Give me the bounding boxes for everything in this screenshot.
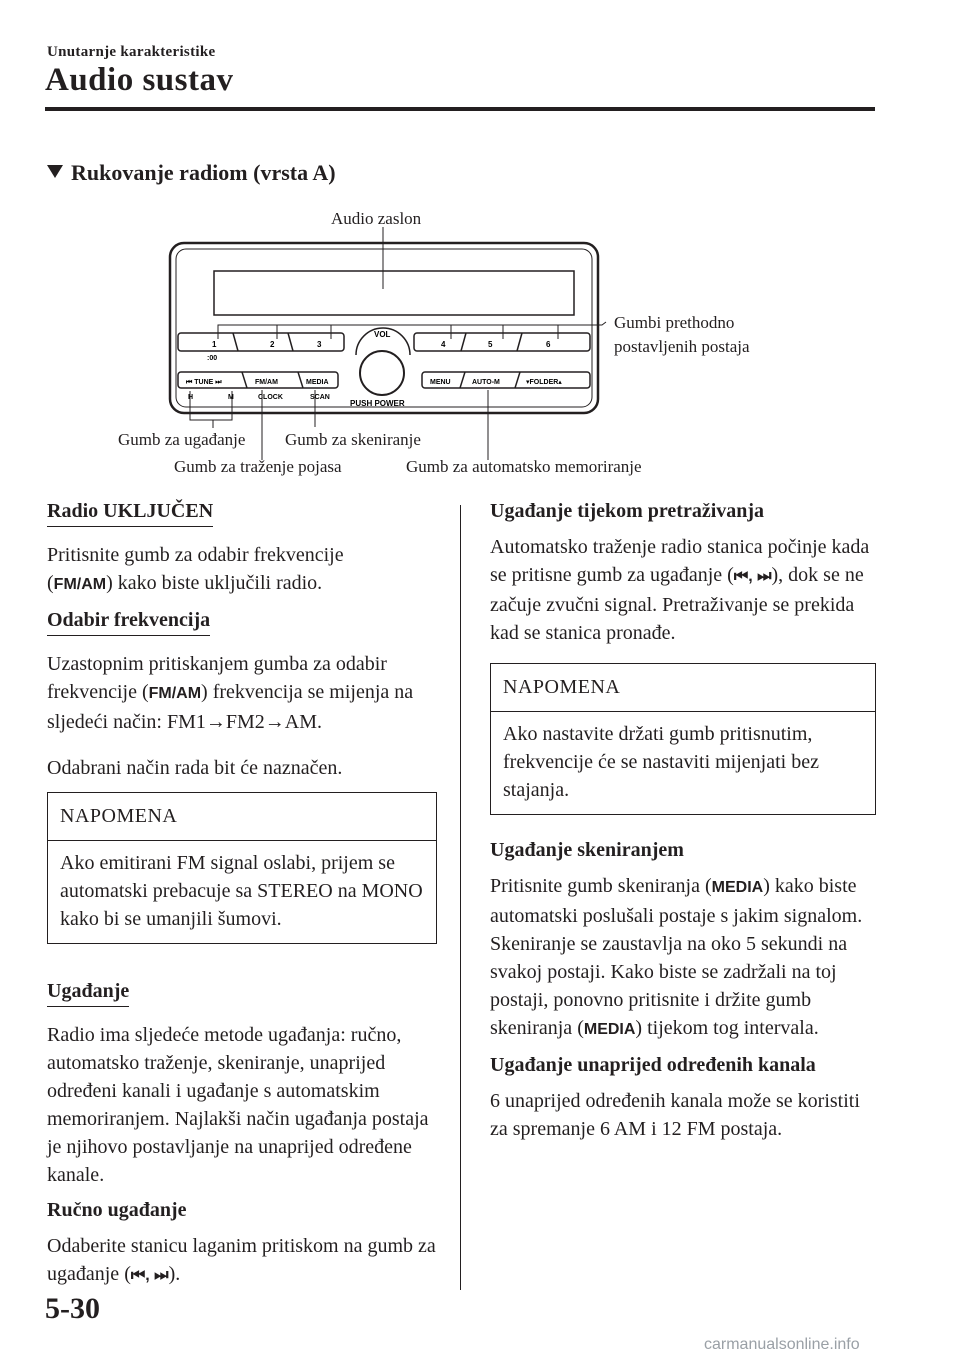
push-power-label: PUSH POWER — [350, 399, 405, 408]
watermark: carmanualsonline.info — [704, 1336, 860, 1353]
label-band-button: Gumb za traženje pojasa — [174, 457, 342, 476]
triangle-down-icon — [47, 165, 63, 178]
scan-label: SCAN — [310, 394, 330, 401]
paragraph-radio-on: Pritisnite gumb za odabir frekvencije (FM/AM) kako biste uključili radio. — [47, 544, 344, 594]
label-preset-buttons-2: postavljenih postaja — [614, 337, 750, 356]
label-auto-memory-button: Gumb za automatsko memoriranje — [406, 457, 642, 476]
paragraph-preset-tuning: 6 unaprijed određenih kanala može se koristiti za spremanje 6 AM i 12 FM postaja. — [490, 1090, 860, 1140]
radio-diagram — [110, 205, 790, 490]
h-label: H — [188, 394, 194, 401]
note-body: Ako nastavite držati gumb pritisnutim, frekvencije će se nastaviti mijenjati bez stajanja. — [503, 723, 819, 801]
heading-seek-tuning: Ugađanje tijekom pretraživanja — [490, 500, 765, 522]
tune-text: TUNE — [194, 379, 214, 386]
clock-hint: :00 — [207, 355, 218, 362]
media-label: MEDIA — [306, 379, 329, 386]
heading-manual-tuning: Ručno ugađanje — [47, 1199, 187, 1221]
fm-am-label: FM/AM — [255, 379, 278, 386]
header-rule — [45, 107, 875, 111]
heading-radio-on: Radio UKLJUČEN — [47, 500, 213, 527]
column-divider — [460, 505, 461, 1290]
label-preset-buttons-1: Gumbi prethodno — [614, 313, 735, 332]
fm-am-symbol: FM/AM — [148, 685, 202, 702]
preset-4: 4 — [441, 340, 446, 349]
paragraph-scan-tuning: Pritisnite gumb skeniranja (MEDIA) kako biste automatski poslušali postaje s jakim signalom. Skeniranje se zaustavlja na oko 5 sekundi na svakoj postaji. Kako biste se zadržali na toj postaji, ponovno pritisnite i držite gumb skeniranja (MEDIA) tijekom tog intervala. — [490, 875, 863, 1039]
subsection-title-text: Rukovanje radiom (vrsta A) — [71, 160, 336, 185]
right-column — [490, 500, 876, 1153]
chapter-title: Audio sustav — [45, 62, 234, 98]
heading-tuning: Ugađanje — [47, 980, 129, 1007]
folder-text: FOLDER — [529, 379, 559, 386]
preset-5: 5 — [488, 340, 493, 349]
heading-scan-tuning: Ugađanje skeniranjem — [490, 839, 684, 861]
preset-2: 2 — [270, 340, 275, 349]
note-title: NAPOMENA — [491, 664, 875, 712]
volume-knob — [360, 351, 404, 395]
label-tuning-button: Gumb za ugađanje — [118, 430, 246, 449]
paragraph-tuning: Radio ima sljedeće metode ugađanja: ručno, automatsko traženje, skeniranje, unaprijed određeni kanali i ugađanje s automatskim memoriranjem. Najlakši način ugađanja postaja je njihovo postavljanje na unaprijed određene kanale. — [47, 1024, 429, 1186]
left-column — [47, 500, 437, 1300]
clock-label: CLOCK — [258, 394, 283, 401]
folder-label: ▾FOLDER▴ — [526, 379, 562, 386]
section-label: Unutarnje karakteristike — [47, 44, 216, 60]
media-symbol: MEDIA — [711, 879, 764, 896]
tune-label: ⏮ TUNE ⏭ — [186, 379, 222, 386]
seek-icons: ⏮, ⏭ — [130, 1267, 169, 1284]
preset-6: 6 — [546, 340, 551, 349]
note-box-seek — [490, 663, 876, 815]
subsection-title — [47, 160, 336, 186]
paragraph-manual-tuning: Odaberite stanicu laganim pritiskom na gumb za ugađanje (⏮, ⏭). — [47, 1235, 436, 1285]
note-box-fm — [47, 792, 437, 944]
preset-1: 1 — [212, 340, 217, 349]
paragraph-band-mode: Odabrani način rada bit će naznačen. — [47, 757, 343, 779]
heading-band: Odabir frekvencija — [47, 609, 210, 636]
fm-am-symbol: FM/AM — [53, 576, 107, 593]
preset-3: 3 — [317, 340, 322, 349]
label-scan-button: Gumb za skeniranje — [285, 430, 421, 449]
heading-preset-tuning: Ugađanje unaprijed određenih kanala — [490, 1054, 816, 1076]
paragraph-band: Uzastopnim pritiskanjem gumba za odabir frekvencije (FM/AM) frekvencija se mijenja na sljedeći način: FM1→FM2→AM. — [47, 653, 414, 733]
page-number: 5-30 — [45, 1292, 100, 1325]
m-label: M — [228, 394, 234, 401]
vol-label: VOL — [374, 330, 391, 339]
paragraph-seek-tuning: Automatsko traženje radio stanica počinje kada se pritisne gumb za ugađanje (⏮, ⏭), dok se ne začuje zvučni signal. Pretraživanje se prekida kad se stanica pronađe. — [490, 536, 870, 644]
audio-display — [214, 271, 574, 315]
label-audio-display: Audio zaslon — [331, 209, 422, 228]
seek-icons: ⏮, ⏭ — [733, 568, 772, 585]
menu-label: MENU — [430, 379, 451, 386]
note-body: Ako emitirani FM signal oslabi, prijem se automatski prebacuje sa STEREO na MONO kako bi se umanjili šumovi. — [60, 852, 423, 930]
media-symbol: MEDIA — [583, 1021, 636, 1038]
note-title: NAPOMENA — [48, 793, 436, 841]
auto-m-label: AUTO-M — [472, 379, 500, 386]
